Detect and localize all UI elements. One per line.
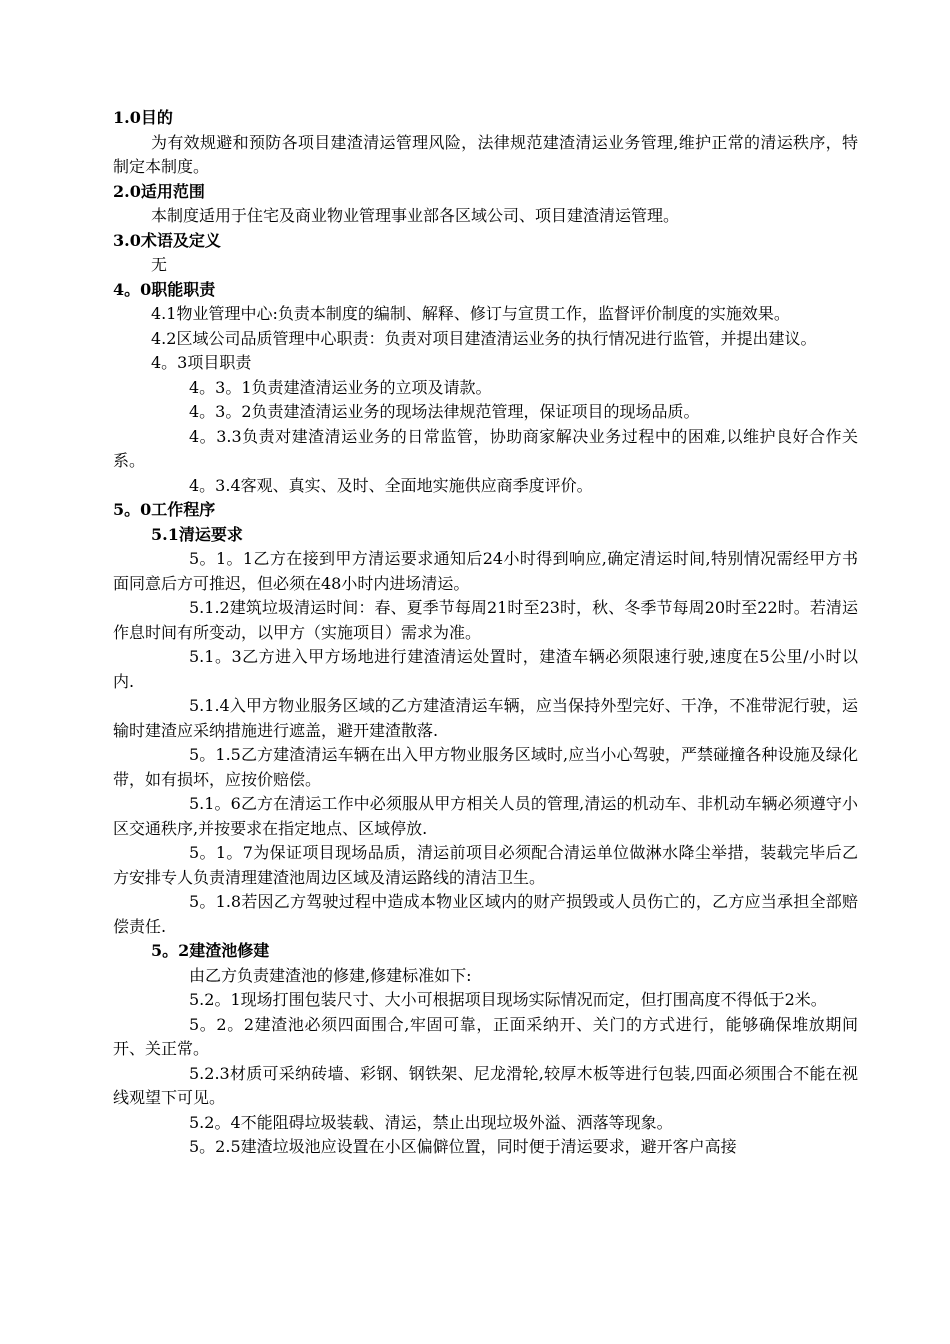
paragraph-5-1-5: 5。1.5乙方建渣清运车辆在出入甲方物业服务区域时,应当小心驾驶，严禁碰撞各种设施及绿化带，如有损坏，应按价赔偿。 — [113, 745, 858, 789]
paragraph-4-3: 4。3项目职责 — [151, 353, 252, 372]
paragraph-4-3-3: 4。3.3负责对建渣清运业务的日常监管，协助商家解决业务过程中的困难,以维护良好合作关系。 — [113, 426, 858, 470]
paragraph-5-2-4: 5.2。4不能阻碍垃圾装载、清运，禁止出现垃圾外溢、洒落等现象。 — [189, 1112, 673, 1132]
paragraph-5-1-3: 5.1。3乙方进入甲方场地进行建渣清运处置时，建渣车辆必须限速行驶,速度在5公里/小时以内. — [113, 647, 858, 691]
paragraph-5-1-2: 5.1.2建筑垃圾清运时间：春、夏季节每周21时至23时，秋、冬季节每周20时至22时。若清运作息时间有所变动，以甲方（实施项目）需求为准。 — [113, 598, 858, 642]
paragraph-5-1-1: 5。1。1乙方在接到甲方清运要求通知后24小时得到响应,确定清运时间,特别情况需经甲方书面同意后方可推迟，但必须在48小时内进场清运。 — [113, 549, 858, 593]
paragraph-4-3-4: 4。3.4客观、真实、及时、全面地实施供应商季度评价。 — [189, 475, 593, 495]
section-heading-scope: 2.0适用范围 — [113, 181, 205, 201]
subsection-heading-5-2: 5。2建渣池修建 — [151, 941, 270, 960]
paragraph-5-2-1: 5.2。1现场打围包装尺寸、大小可根据项目现场实际情况而定，但打围高度不得低于2米。 — [189, 990, 827, 1009]
paragraph-4-3-2: 4。3。2负责建渣清运业务的现场法律规范管理，保证项目的现场品质。 — [189, 402, 700, 421]
paragraph-4-3-1: 4。3。1负责建渣清运业务的立项及请款。 — [189, 377, 492, 397]
paragraph-5-2-5: 5。2.5建渣垃圾池应设置在小区偏僻位置，同时便于清运要求，避开客户高接 — [189, 1137, 737, 1156]
section-heading-procedure: 5。0工作程序 — [113, 500, 216, 519]
paragraph-5-1-7: 5。1。7为保证项目现场品质，清运前项目必须配合清运单位做淋水降尘举措，装载完毕后乙方安排专人负责清理建渣池周边区域及清运路线的清洁卫生。 — [113, 843, 858, 887]
paragraph-5-1-8: 5。1.8若因乙方驾驶过程中造成本物业区域内的财产损毁或人员伤亡的，乙方应当承担全部赔偿责任. — [113, 892, 858, 936]
paragraph-5-1-6: 5.1。6乙方在清运工作中必须服从甲方相关人员的管理,清运的机动车、非机动车辆必须遵守小区交通秩序,并按要求在指定地点、区域停放. — [113, 794, 858, 838]
paragraph-purpose: 为有效规避和预防各项目建渣清运管理风险，法律规范建渣清运业务管理,维护正常的清运秩序，特制定本制度。 — [113, 132, 858, 176]
paragraph-terms: 无 — [151, 255, 168, 274]
document-body — [113, 106, 858, 1160]
section-heading-purpose: 1.0目的 — [113, 108, 173, 127]
subsection-heading-5-1: 5.1清运要求 — [151, 524, 243, 544]
paragraph-5-2-2: 5。2。2建渣池必须四面围合,牢固可靠，正面采纳开、关门的方式进行，能够确保堆放期间开、关正常。 — [113, 1014, 858, 1058]
paragraph-5-2-intro: 由乙方负责建渣池的修建,修建标准如下: — [189, 965, 472, 985]
section-heading-responsibilities: 4。0职能职责 — [113, 279, 216, 299]
paragraph-scope: 本制度适用于住宅及商业物业管理事业部各区域公司、项目建渣清运管理。 — [151, 206, 680, 225]
section-heading-terms: 3.0术语及定义 — [113, 230, 221, 250]
paragraph-4-1: 4.1物业管理中心:负责本制度的编制、解释、修订与宣贯工作，监督评价制度的实施效果。 — [151, 304, 790, 323]
paragraph-5-2-3: 5.2.3材质可采纳砖墙、彩钢、钢铁架、尼龙滑轮,较厚木板等进行包装,四面必须围合不能在视线观望下可见。 — [113, 1063, 858, 1107]
paragraph-5-1-4: 5.1.4入甲方物业服务区域的乙方建渣清运车辆，应当保持外型完好、干净，不准带泥行驶，运输时建渣应采纳措施进行遮盖，避开建渣散落. — [113, 696, 858, 740]
paragraph-4-2: 4.2区域公司品质管理中心职责：负责对项目建渣清运业务的执行情况进行监管，并提出建议。 — [151, 328, 817, 348]
